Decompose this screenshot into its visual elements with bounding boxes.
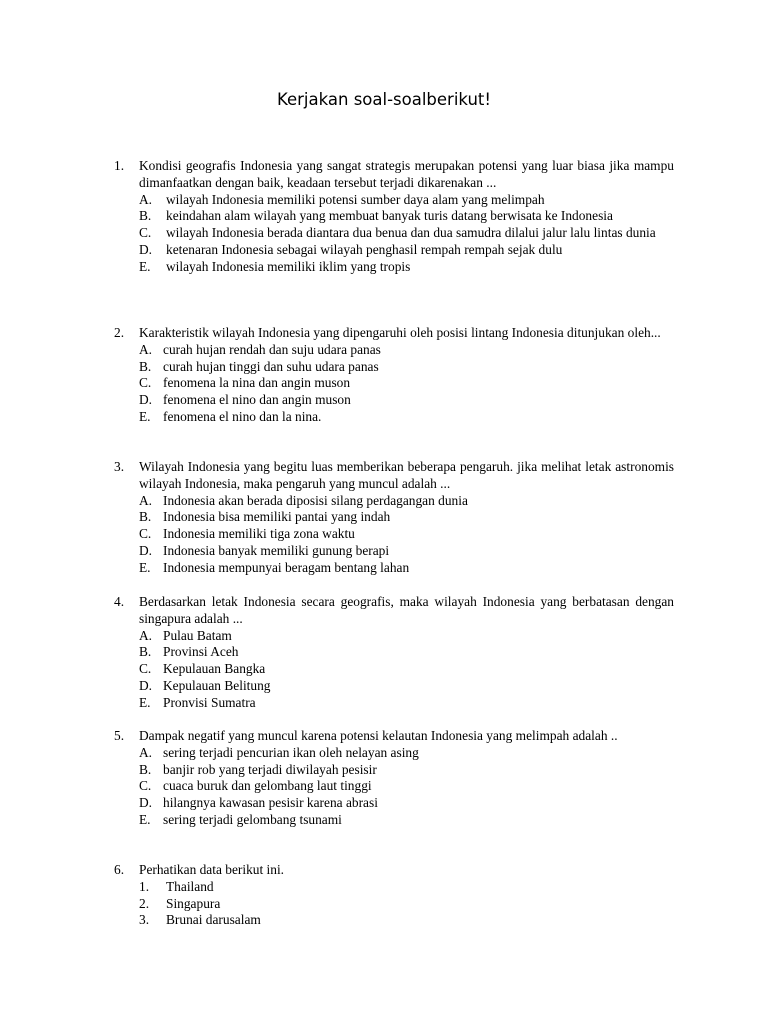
option-c bbox=[139, 661, 674, 678]
question-number: 1. bbox=[114, 158, 125, 173]
option-d bbox=[139, 678, 674, 695]
option-text: wilayah Indonesia berada diantara dua benua dan dua samudra dilalui jalur lalu lintas dunia bbox=[166, 225, 656, 241]
option-d bbox=[139, 543, 674, 560]
option-text: ketenaran Indonesia sebagai wilayah penghasil rempah rempah sejak dulu bbox=[166, 241, 563, 257]
data-item bbox=[139, 896, 674, 913]
option-text: Indonesia akan berada diposisi silang perdagangan dunia bbox=[163, 492, 468, 508]
option-d bbox=[139, 795, 674, 812]
option-c bbox=[139, 375, 674, 392]
option-text: Indonesia banyak memiliki gunung berapi bbox=[163, 542, 390, 558]
question-number: 3. bbox=[114, 459, 125, 474]
option-text: Pronvisi Sumatra bbox=[163, 694, 256, 710]
option-a bbox=[139, 192, 674, 209]
option-text: cuaca buruk dan gelombang laut tinggi bbox=[163, 778, 372, 794]
question-2 bbox=[114, 325, 674, 426]
option-b bbox=[139, 208, 674, 225]
question-number: 6. bbox=[114, 862, 125, 877]
option-text: banjir rob yang terjadi diwilayah pesisir bbox=[163, 761, 377, 777]
option-label: A. bbox=[139, 744, 153, 760]
item-number: 2. bbox=[139, 895, 150, 911]
option-c bbox=[139, 778, 674, 795]
question-stem: Dampak negatif yang muncul karena potensi kelautan Indonesia yang melimpah adalah .. bbox=[139, 728, 618, 743]
option-label: A. bbox=[139, 191, 153, 207]
option-e bbox=[139, 812, 674, 829]
question-number: 2. bbox=[114, 325, 125, 340]
option-a bbox=[139, 493, 674, 510]
option-label: C. bbox=[139, 526, 152, 542]
option-label: E. bbox=[139, 694, 151, 710]
data-item bbox=[139, 912, 674, 929]
option-text: Provinsi Aceh bbox=[163, 644, 239, 660]
question-number: 4. bbox=[114, 594, 125, 609]
question-6 bbox=[114, 862, 674, 929]
item-number: 1. bbox=[139, 878, 150, 894]
option-text: curah hujan tinggi dan suhu udara panas bbox=[163, 358, 379, 374]
option-label: C. bbox=[139, 661, 152, 677]
item-number: 3. bbox=[139, 912, 150, 928]
page-title: Kerjakan soal-soalberikut! bbox=[276, 90, 492, 109]
question-number: 5. bbox=[114, 728, 125, 743]
option-label: B. bbox=[139, 509, 152, 525]
option-d bbox=[139, 392, 674, 409]
option-text: wilayah Indonesia memiliki iklim yang tropis bbox=[166, 258, 411, 274]
option-text: fenomena el nino dan angin muson bbox=[163, 392, 351, 408]
option-label: D. bbox=[139, 677, 153, 693]
option-text: hilangnya kawasan pesisir karena abrasi bbox=[163, 795, 378, 811]
question-5 bbox=[114, 728, 674, 829]
option-label: E. bbox=[139, 559, 151, 575]
option-label: D. bbox=[139, 392, 153, 408]
option-c bbox=[139, 225, 674, 242]
option-a bbox=[139, 628, 674, 645]
option-text: Kepulauan Belitung bbox=[163, 677, 271, 693]
option-label: B. bbox=[139, 358, 152, 374]
option-list bbox=[139, 342, 674, 426]
option-list bbox=[139, 493, 674, 577]
option-c bbox=[139, 526, 674, 543]
option-label: D. bbox=[139, 241, 153, 257]
option-label: A. bbox=[139, 341, 153, 357]
option-label: C. bbox=[139, 778, 152, 794]
item-text: Thailand bbox=[166, 878, 214, 894]
option-label: B. bbox=[139, 761, 152, 777]
option-label: B. bbox=[139, 208, 152, 224]
question-4 bbox=[114, 594, 674, 712]
option-label: D. bbox=[139, 795, 153, 811]
option-text: sering terjadi pencurian ikan oleh nelayan asing bbox=[163, 744, 419, 760]
option-label: C. bbox=[139, 375, 152, 391]
option-b bbox=[139, 762, 674, 779]
item-text: Singapura bbox=[166, 895, 221, 911]
option-d bbox=[139, 242, 674, 259]
question-stem: Berdasarkan letak Indonesia secara geografis, maka wilayah Indonesia yang berbatasan dengan singapura adalah ... bbox=[139, 594, 674, 626]
option-list bbox=[139, 192, 674, 276]
option-text: sering terjadi gelombang tsunami bbox=[163, 811, 342, 827]
option-b bbox=[139, 509, 674, 526]
item-text: Brunai darusalam bbox=[166, 912, 261, 928]
question-1 bbox=[114, 158, 674, 276]
option-text: keindahan alam wilayah yang membuat banyak turis datang berwisata ke Indonesia bbox=[166, 208, 613, 224]
data-item bbox=[139, 879, 674, 896]
question-stem: Perhatikan data berikut ini. bbox=[139, 862, 285, 877]
question-stem: Wilayah Indonesia yang begitu luas memberikan beberapa pengaruh. jika melihat letak astronomis wilayah Indonesia, maka pengaruh yang muncul adalah ... bbox=[139, 459, 674, 491]
option-text: Pulau Batam bbox=[163, 627, 232, 643]
option-text: Indonesia memiliki tiga zona waktu bbox=[163, 526, 355, 542]
option-list bbox=[139, 745, 674, 829]
option-list bbox=[139, 628, 674, 712]
option-text: fenomena la nina dan angin muson bbox=[163, 375, 351, 391]
option-label: E. bbox=[139, 811, 151, 827]
option-label: E. bbox=[139, 408, 151, 424]
option-text: curah hujan rendah dan suju udara panas bbox=[163, 341, 381, 357]
option-text: Kepulauan Bangka bbox=[163, 661, 266, 677]
data-list bbox=[139, 879, 674, 929]
option-e bbox=[139, 409, 674, 426]
option-e bbox=[139, 259, 674, 276]
question-3 bbox=[114, 459, 674, 577]
question-stem: Karakteristik wilayah Indonesia yang dipengaruhi oleh posisi lintang Indonesia ditunjukan oleh... bbox=[139, 325, 661, 340]
option-b bbox=[139, 644, 674, 661]
option-text: Indonesia bisa memiliki pantai yang indah bbox=[163, 509, 391, 525]
option-label: D. bbox=[139, 542, 153, 558]
option-text: fenomena el nino dan la nina. bbox=[163, 408, 322, 424]
option-text: Indonesia mempunyai beragam bentang lahan bbox=[163, 559, 410, 575]
option-label: A. bbox=[139, 492, 153, 508]
option-b bbox=[139, 359, 674, 376]
option-label: A. bbox=[139, 627, 153, 643]
option-label: E. bbox=[139, 258, 151, 274]
option-e bbox=[139, 560, 674, 577]
option-label: C. bbox=[139, 225, 152, 241]
option-label: B. bbox=[139, 644, 152, 660]
question-stem: Kondisi geografis Indonesia yang sangat strategis merupakan potensi yang luar biasa jika mampu dimanfaatkan dengan baik, keadaan tersebut terjadi dikarenakan ... bbox=[139, 158, 674, 190]
option-a bbox=[139, 342, 674, 359]
option-e bbox=[139, 695, 674, 712]
option-a bbox=[139, 745, 674, 762]
option-text: wilayah Indonesia memiliki potensi sumber daya alam yang melimpah bbox=[166, 191, 545, 207]
